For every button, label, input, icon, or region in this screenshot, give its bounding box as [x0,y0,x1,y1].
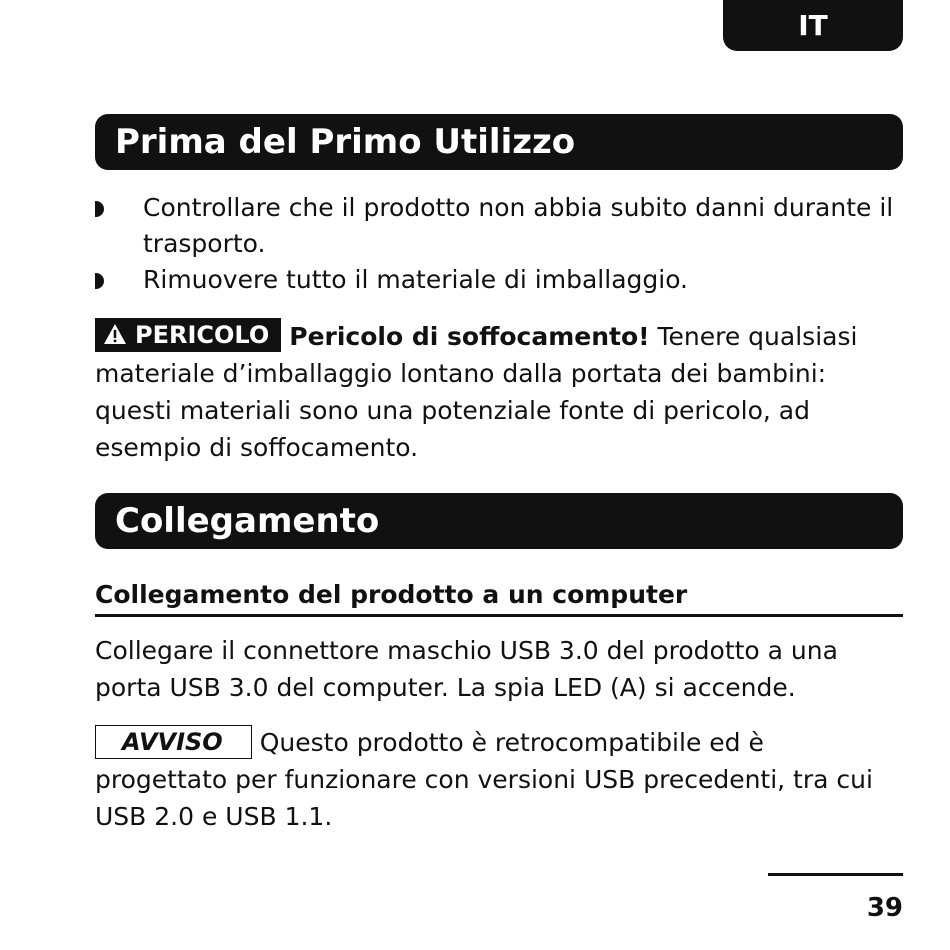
notice-text: Questo prodotto è retrocompatibile ed è progettato per funzionare con versioni USB precedenti, tra cui USB 2.0 e USB 1.1. [95,728,873,831]
danger-warning [95,318,903,466]
page-number: 39 [866,893,903,923]
danger-heading: Pericolo di soffocamento! [289,322,650,351]
footer-divider [768,873,903,876]
language-tab: IT [723,0,903,51]
connection-instructions: Collegare il connettore maschio USB 3.0 del prodotto a una porta USB 3.0 del computer. La spia LED (A) si accende. [95,636,838,702]
subheading-connect-computer: Collegamento del prodotto a un computer [95,577,903,617]
danger-badge [95,318,281,352]
section-title-first-use: Prima del Primo Utilizzo [95,114,903,170]
notice [95,724,903,835]
bullet-icon [95,273,104,289]
danger-badge-label: PERICOLO [135,321,270,349]
checklist [95,190,903,298]
list-item [95,262,903,298]
list-item-text: Rimuovere tutto il materiale di imballaggio. [143,265,688,294]
list-item-text: Controllare che il prodotto non abbia subito danni durante il trasporto. [143,193,894,258]
list-item [95,190,903,262]
danger-text: Tenere qualsiasi materiale d’imballaggio lontano dalla portata dei bambini: questi materiali sono una potenziale fonte di pericolo, ad esempio di soffocamento. [95,322,858,462]
bullet-icon [95,201,104,217]
warning-triangle-icon [103,323,127,345]
section-title-connection: Collegamento [95,493,903,549]
notice-badge: AVVISO [95,725,252,759]
